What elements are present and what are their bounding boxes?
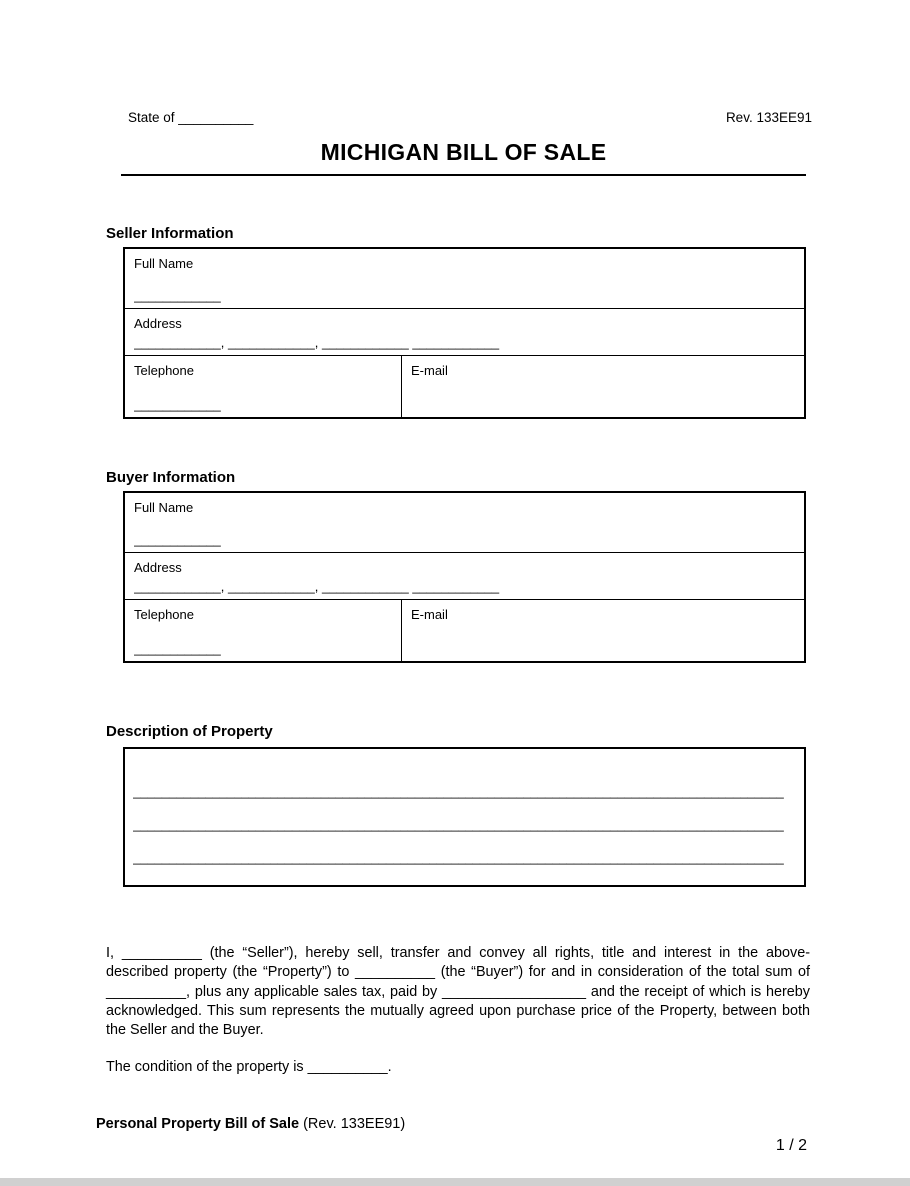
buyer-email-cell bbox=[402, 600, 804, 661]
buyer-address-blank-line: ____________, ____________, ____________ ____________ bbox=[134, 579, 500, 594]
sale-statement-paragraph: I, __________ (the “Seller”), hereby sell, transfer and convey all rights, title and interest in the above-described property (the “Property”) to __________ (the “Buyer”) for and in consideration of the total sum of __________, plus any applicable sales tax, paid by __________________ and the receipt of which is hereby acknowledged. This sum represents the mutually agreed upon purchase price of the Property, between both the Seller and the Buyer. bbox=[106, 945, 810, 1039]
state-of-line: State of __________ bbox=[128, 110, 254, 125]
description-of-property-heading: Description of Property bbox=[106, 723, 273, 740]
seller-email-cell bbox=[402, 356, 804, 417]
buyer-address-label: Address bbox=[134, 560, 182, 575]
footer-document-name: Personal Property Bill of Sale bbox=[96, 1116, 300, 1132]
seller-full-name-label: Full Name bbox=[134, 256, 194, 271]
document-footer bbox=[96, 1116, 405, 1132]
buyer-email-label: E-mail bbox=[411, 607, 448, 622]
page-bottom-separator bbox=[0, 1178, 910, 1186]
title-divider bbox=[121, 174, 806, 176]
description-box bbox=[123, 747, 806, 887]
buyer-telephone-label: Telephone bbox=[134, 607, 194, 622]
buyer-telephone-blank-line: ____________ bbox=[134, 641, 221, 656]
document-header bbox=[0, 0, 910, 125]
seller-information-heading: Seller Information bbox=[106, 225, 234, 242]
buyer-address-row bbox=[125, 553, 804, 600]
property-condition-line: The condition of the property is __________. bbox=[106, 1059, 392, 1076]
seller-full-name-blank-line: ____________ bbox=[134, 288, 221, 303]
description-blank-line-1: __________________________________________________________________________________________ bbox=[133, 784, 784, 799]
buyer-full-name-label: Full Name bbox=[134, 500, 194, 515]
seller-info-table bbox=[123, 247, 806, 419]
buyer-contact-row bbox=[125, 600, 804, 661]
description-blank-line-2: __________________________________________________________________________________________ bbox=[133, 817, 784, 832]
buyer-full-name-row bbox=[125, 493, 804, 553]
seller-contact-row bbox=[125, 356, 804, 417]
footer-revision: (Rev. 133EE91) bbox=[299, 1116, 406, 1132]
buyer-information-heading: Buyer Information bbox=[106, 469, 236, 486]
document-title: MICHIGAN BILL OF SALE bbox=[320, 139, 607, 165]
buyer-telephone-cell bbox=[125, 600, 402, 661]
page-number: 1 / 2 bbox=[775, 1137, 807, 1154]
seller-address-row bbox=[125, 309, 804, 356]
buyer-info-table bbox=[123, 491, 806, 663]
seller-address-blank-line: ____________, ____________, ____________ ____________ bbox=[134, 335, 500, 350]
seller-email-label: E-mail bbox=[411, 363, 448, 378]
seller-full-name-row bbox=[125, 249, 804, 309]
seller-address-label: Address bbox=[134, 316, 182, 331]
seller-telephone-cell bbox=[125, 356, 402, 417]
seller-telephone-label: Telephone bbox=[134, 363, 194, 378]
description-blank-line-3: __________________________________________________________________________________________ bbox=[133, 850, 784, 865]
revision-label: Rev. 133EE91 bbox=[725, 110, 812, 125]
seller-telephone-blank-line: ____________ bbox=[134, 397, 221, 412]
buyer-full-name-blank-line: ____________ bbox=[134, 532, 221, 547]
